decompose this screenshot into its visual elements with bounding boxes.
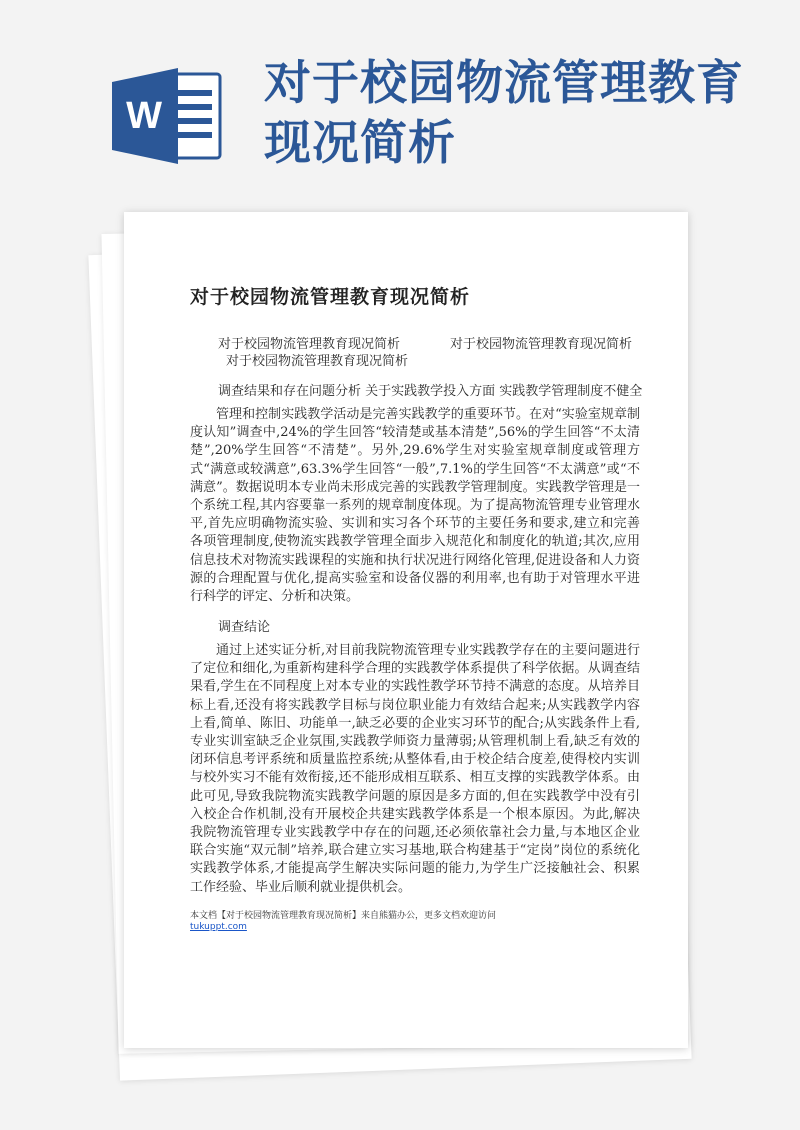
document-title: 对于校园物流管理教育现况简析 <box>190 286 471 308</box>
subtitle-line: 对于校园物流管理教育现况简析 <box>218 337 401 352</box>
body-paragraph: 通过上述实证分析,对目前我院物流管理专业实践教学存在的主要问题进行了定位和细化,为重新构建科学合理的实践教学体系提供了科学依据。从调查结果看,学生在不同程度上对本专业的实践性教学环节持不满意的态度。从培养目标上看,还没有将实践教学目标与岗位职业能力有效结合起来;从实践教学内容上看,简单、陈旧、功能单一,缺乏必要的企业实习环节的配合;从实践条件上看,专业实训室缺乏企业氛围,实践教学师资力量薄弱;从管理机制上看,缺乏有效的闭环信息考评系统和质量监控系统;从整体看,由于校企结合度差,使得校内实训与校外实习不能有效衔接,还不能形成相互联系、相互支撑的实践教学体系。由此可见,导致我院物流实践教学问题的原因是多方面的,但在实践教学中没有引入校企合作机制,没有开展校企共建实践教学体系是一个根本原因。为此,解决我院物流管理专业实践教学中存在的问题,还必须依靠社会力量,与本地区企业联合实施“双元制”培养,联合建立实习基地,联合构建基于“定岗”岗位的系统化实践教学体系,才能提高学生解决实际问题的能力,为学生广泛接触社会、积累工作经验、毕业后顺利就业提供机会。 <box>190 643 640 895</box>
banner-title: 对于校园物流管理教育现况简析 <box>264 56 744 171</box>
source-note: 本文档【对于校园物流管理教育现况简析】来自熊猫办公，更多文档欢迎访问 <box>190 911 497 921</box>
banner-header <box>0 0 800 200</box>
section-heading: 调查结果和存在问题分析 关于实践教学投入方面 实践教学管理制度不健全 <box>218 384 643 399</box>
body-paragraph: 管理和控制实践教学活动是完善实践教学的重要环节。在对“实验室规章制度认知”调查中,24%的学生回答“较清楚或基本清楚”,56%的学生回答“不太清楚”,20%学生回答“不清楚”。另外,29.6%学生对实验室规章制度或管理方式“满意或较满意”,63.3%学生回答“一般”,7.1%的学生回答“不太满意”或“不满意”。数据说明本专业尚未形成完善的实践教学管理制度。实践教学管理是一个系统工程,其内容要靠一系列的规章制度体现。为了提高物流管理专业管理水平,首先应明确物流实验、实训和实习各个环节的主要任务和要求,建立和完善各项管理制度,使物流实践教学管理全面步入规范化和制度化的轨道;其次,应用信息技术对物流实践课程的实施和执行状况进行网络化管理,促进设备和人力资源的合理配置与优化,提高实验室和设备仪器的利用率,也有助于对管理水平进行科学的评定、分析和决策。 <box>190 407 640 605</box>
word-document-icon <box>112 68 224 164</box>
section-heading: 调查结论 <box>218 620 271 635</box>
subtitle-line: 对于校园物流管理教育现况简析 <box>450 337 633 352</box>
source-link[interactable]: tukuppt.com <box>190 922 247 932</box>
subtitle-line: 对于校园物流管理教育现况简析 <box>226 354 409 369</box>
svg-text:W: W <box>126 95 162 137</box>
